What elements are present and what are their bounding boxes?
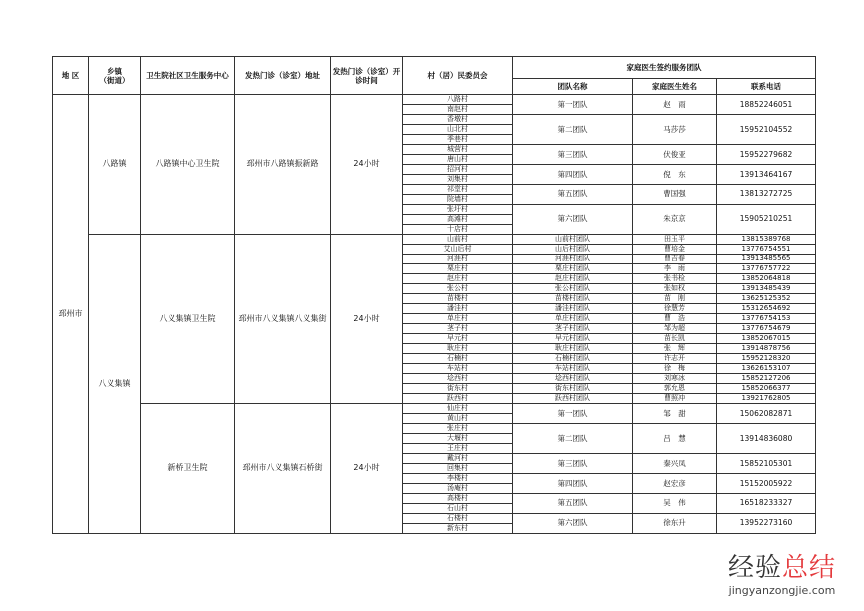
village-cell: 石山村 [403,503,513,513]
watermark [728,555,836,597]
phone-cell: 13776754551 [717,244,816,254]
doctor-cell: 朱京京 [633,204,717,234]
phone-cell: 15905210251 [717,204,816,234]
header-doctor: 家庭医生姓名 [633,79,717,95]
doctor-cell: 邹为超 [633,324,717,334]
village-cell: 季巷村 [403,134,513,144]
team-name-cell: 第二团队 [513,114,633,144]
team-name-cell: 跃西村团队 [513,394,633,404]
center-cell: 新桥卫生院 [141,404,235,534]
phone-cell: 18852246051 [717,95,816,115]
fever-time-cell: 24小时 [331,95,403,235]
center-cell: 八义集镇卫生院 [141,234,235,403]
phone-cell: 13913485565 [717,254,816,264]
doctor-cell: 徐慧芳 [633,304,717,314]
area-cell: 邳州市 [53,95,89,534]
village-cell: 王庄村 [403,443,513,453]
village-cell: 街东村 [403,384,513,394]
doctor-cell: 徐 梅 [633,364,717,374]
watermark-logo-text: 经验总结 [727,553,836,583]
doctor-cell: 曹培金 [633,244,717,254]
table-row [53,234,816,244]
village-cell: 苗楼村 [403,294,513,304]
village-cell: 戴河村 [403,453,513,463]
village-cell: 山前村 [403,234,513,244]
fever-time-cell: 24小时 [331,404,403,534]
fever-address-cell: 邳州市八义集镇八义集街 [235,234,331,403]
village-cell: 李楼村 [403,473,513,483]
phone-cell: 13921762805 [717,394,816,404]
village-cell: 香墩村 [403,114,513,124]
phone-cell: 13776757722 [717,264,816,274]
phone-cell: 15852066377 [717,384,816,394]
village-cell: 城营村 [403,144,513,154]
team-name-cell: 第一团队 [513,404,633,424]
village-cell: 早元村 [403,334,513,344]
doctor-cell: 曹照冲 [633,394,717,404]
doctor-cell: 许志开 [633,354,717,364]
phone-cell: 13815389768 [717,234,816,244]
village-cell: 石楠村 [403,354,513,364]
fever-address-cell: 邳州市八路镇振新路 [235,95,331,235]
town-cell: 八义集镇 [89,234,141,533]
watermark-url: jingyanzongjie.com [728,584,836,597]
phone-cell: 13626153107 [717,364,816,374]
header-fever-time: 发热门诊（诊室）开诊时间 [331,57,403,95]
team-name-cell: 栗庄村团队 [513,264,633,274]
phone-cell: 15152005922 [717,473,816,493]
doctor-cell: 赵 雨 [633,95,717,115]
village-cell: 石楼村 [403,513,513,523]
team-name-cell: 第二团队 [513,423,633,453]
service-team-table [52,56,816,534]
team-name-cell: 山前村团队 [513,234,633,244]
team-name-cell: 车站村团队 [513,364,633,374]
header-town: 乡镇 （街道） [89,57,141,95]
village-cell: 刘集村 [403,174,513,184]
header-fever-address: 发热门诊（诊室）地址 [235,57,331,95]
village-cell: 回集村 [403,463,513,473]
village-cell: 唐山村 [403,154,513,164]
phone-cell: 15062082871 [717,404,816,424]
team-name-cell: 埝西村团队 [513,374,633,384]
header-village: 村（居）民委员会 [403,57,513,95]
team-name-cell: 苗楼村团队 [513,294,633,304]
phone-cell: 13625125352 [717,294,816,304]
fever-time-cell: 24小时 [331,234,403,403]
village-cell: 车站村 [403,364,513,374]
village-cell: 茎子村 [403,324,513,334]
village-cell: 南赵村 [403,104,513,114]
phone-cell: 15952128320 [717,354,816,364]
doctor-cell: 曹吉春 [633,254,717,264]
doctor-cell: 吕 慧 [633,423,717,453]
village-cell: 山北村 [403,124,513,134]
village-cell: 大堰村 [403,433,513,443]
phone-cell: 15852105301 [717,453,816,473]
team-name-cell: 第五团队 [513,493,633,513]
village-cell: 汤庵村 [403,483,513,493]
village-cell: 十店村 [403,224,513,234]
team-name-cell: 第一团队 [513,95,633,115]
phone-cell: 13852067015 [717,334,816,344]
village-cell: 埝西村 [403,374,513,384]
doctor-cell: 吴 伟 [633,493,717,513]
phone-cell: 15952104552 [717,114,816,144]
header-area: 地 区 [53,57,89,95]
team-name-cell: 赵庄村团队 [513,274,633,284]
table-row [53,95,816,105]
village-cell: 张圩村 [403,204,513,214]
header-team-group: 家庭医生签约服务团队 [513,57,816,79]
team-name-cell: 山后村团队 [513,244,633,254]
village-cell: 院墙村 [403,194,513,204]
village-cell: 赵庄村 [403,274,513,284]
village-cell: 黄山村 [403,414,513,424]
village-cell: 单庄村 [403,314,513,324]
doctor-cell: 赵宏彦 [633,473,717,493]
village-cell: 新东村 [403,523,513,533]
doctor-cell: 曹 浩 [633,314,717,324]
team-name-cell: 早元村团队 [513,334,633,344]
team-name-cell: 第三团队 [513,144,633,164]
team-name-cell: 耿庄村团队 [513,344,633,354]
phone-cell: 13776754153 [717,314,816,324]
header-center: 卫生院社区卫生服务中心 [141,57,235,95]
doctor-cell: 倪 东 [633,164,717,184]
phone-cell: 13914836080 [717,423,816,453]
doctor-cell: 李 雨 [633,264,717,274]
doctor-cell: 刘寒冰 [633,374,717,384]
phone-cell: 15312654692 [717,304,816,314]
phone-cell: 13913464167 [717,164,816,184]
team-name-cell: 第四团队 [513,473,633,493]
doctor-cell: 曹国强 [633,184,717,204]
center-cell: 八路镇中心卫生院 [141,95,235,235]
village-cell: 仙庄村 [403,404,513,414]
doctor-cell: 田玉平 [633,234,717,244]
team-name-cell: 单庄村团队 [513,314,633,324]
village-cell: 张庄村 [403,423,513,433]
fever-address-cell: 邳州市八义集镇石桥街 [235,404,331,534]
doctor-cell: 秦兴凤 [633,453,717,473]
village-cell: 张公村 [403,284,513,294]
village-cell: 跃西村 [403,394,513,404]
team-name-cell: 第四团队 [513,164,633,184]
team-name-cell: 茎子村团队 [513,324,633,334]
team-name-cell: 第六团队 [513,204,633,234]
phone-cell: 13813272725 [717,184,816,204]
phone-cell: 15852127206 [717,374,816,384]
phone-cell: 16518233327 [717,493,816,513]
doctor-cell: 张书检 [633,274,717,284]
doctor-cell: 马莎莎 [633,114,717,144]
phone-cell: 15952279682 [717,144,816,164]
team-name-cell: 第六团队 [513,513,633,533]
team-name-cell: 张公村团队 [513,284,633,294]
village-cell: 河涯村 [403,254,513,264]
village-cell: 耿庄村 [403,344,513,354]
table-row [53,404,816,414]
team-name-cell: 街东村团队 [513,384,633,394]
village-cell: 高楼村 [403,493,513,503]
doctor-cell: 郭允恩 [633,384,717,394]
team-name-cell: 第三团队 [513,453,633,473]
village-cell: 栗庄村 [403,264,513,274]
doctor-cell: 张 辉 [633,344,717,354]
village-cell: 高滩村 [403,214,513,224]
phone-cell: 13952273160 [717,513,816,533]
village-cell: 八路村 [403,95,513,105]
town-cell: 八路镇 [89,95,141,235]
team-name-cell: 潘洼村团队 [513,304,633,314]
phone-cell: 13776754679 [717,324,816,334]
doctor-cell: 伏俊亚 [633,144,717,164]
phone-cell: 13913485439 [717,284,816,294]
doctor-cell: 张如权 [633,284,717,294]
doctor-cell: 苗长凯 [633,334,717,344]
village-cell: 艾山后村 [403,244,513,254]
header-phone: 联系电话 [717,79,816,95]
phone-cell: 13852064818 [717,274,816,284]
team-name-cell: 河涯村团队 [513,254,633,264]
team-name-cell: 第五团队 [513,184,633,204]
doctor-cell: 邹 甜 [633,404,717,424]
doctor-cell: 徐东升 [633,513,717,533]
village-cell: 祁堂村 [403,184,513,194]
phone-cell: 13914878756 [717,344,816,354]
doctor-cell: 苗 刚 [633,294,717,304]
header-team-name: 团队名称 [513,79,633,95]
team-name-cell: 石楠村团队 [513,354,633,364]
village-cell: 招河村 [403,164,513,174]
village-cell: 潘洼村 [403,304,513,314]
